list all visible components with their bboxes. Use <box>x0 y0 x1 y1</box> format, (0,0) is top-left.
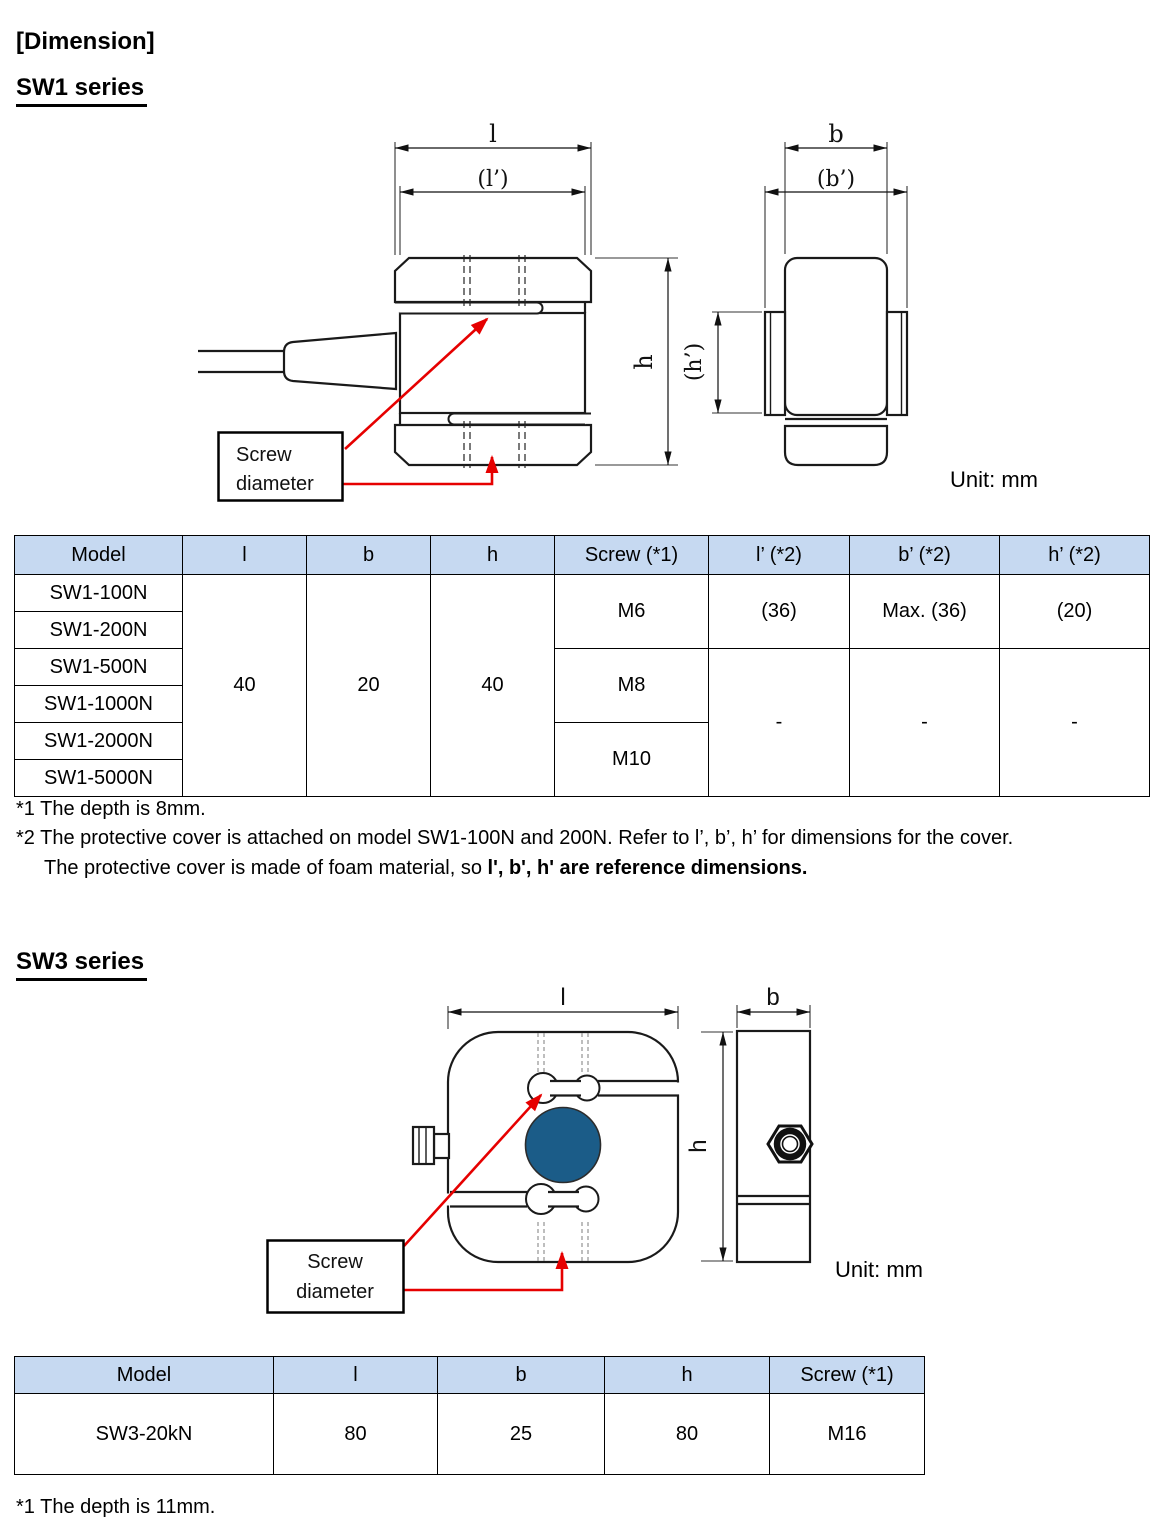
column-header-b: b <box>438 1357 605 1394</box>
dim-label-h: h <box>630 354 658 370</box>
sw3-footnote-1: *1 The depth is 11mm. <box>16 1496 216 1518</box>
screw-diameter-label-line1: Screw <box>236 444 292 466</box>
cell-model: SW1-5000N <box>15 760 183 797</box>
cell-b: 20 <box>307 575 431 797</box>
sw3-front-view <box>413 1032 684 1262</box>
sw1-section-heading: SW1 series <box>16 74 147 107</box>
cell-h: 40 <box>431 575 555 797</box>
column-header-b-prime: b’ (*2) <box>850 536 1000 575</box>
column-header-b: b <box>307 536 431 575</box>
dim-label-b-prime: (b’) <box>816 167 856 192</box>
dim-label-l: l <box>560 984 566 1011</box>
sw1-footnote-1: *1 The depth is 8mm. <box>16 798 206 820</box>
column-header-l-prime: l’ (*2) <box>709 536 850 575</box>
footnote-text: The protective cover is made of foam material, so <box>44 857 488 879</box>
sw1-footnote-2: *2 The protective cover is attached on model SW1-100N and 200N. Refer to l’, b’, h’ for dimensions for the cover. <box>16 827 1014 849</box>
column-header-model: Model <box>15 536 183 575</box>
footnote-bold-text: l', b', h' are reference dimensions. <box>487 857 808 879</box>
cell-model: SW1-2000N <box>15 723 183 760</box>
sw1-dimension-drawing <box>0 115 1155 525</box>
cell-h: 80 <box>605 1394 770 1475</box>
sw1-dimension-table <box>14 535 1150 797</box>
cell-screw-m6: M6 <box>555 575 709 649</box>
screw-diameter-label-line2: diameter <box>296 1281 374 1303</box>
sw3-unit-label: Unit: mm <box>835 1257 923 1282</box>
upper-slot <box>395 303 543 314</box>
cell-h-prime: (20) <box>1000 575 1150 649</box>
dim-label-b: b <box>828 120 844 148</box>
dim-label-h-prime: (h’) <box>682 342 707 382</box>
dim-label-b: b <box>766 984 780 1011</box>
cell-l-prime: (36) <box>709 575 850 649</box>
sw1-unit-label: Unit: mm <box>950 467 1038 492</box>
cell-model: SW1-1000N <box>15 686 183 723</box>
sw3-dimension-table <box>14 1356 925 1475</box>
screw-diameter-label-line2: diameter <box>236 473 314 495</box>
cover-strip-right <box>887 312 907 415</box>
cell-model: SW1-500N <box>15 649 183 686</box>
cell-screw-m10: M10 <box>555 723 709 797</box>
cell-b: 25 <box>438 1394 605 1475</box>
dim-label-h: h <box>685 1139 712 1153</box>
cell-model: SW1-200N <box>15 612 183 649</box>
cell-b-prime: Max. (36) <box>850 575 1000 649</box>
cell-screw: M16 <box>770 1394 925 1475</box>
column-header-model: Model <box>15 1357 274 1394</box>
dim-label-l-prime: (l’) <box>477 167 509 192</box>
hex-nut <box>768 1126 812 1162</box>
cell-model: SW1-100N <box>15 575 183 612</box>
cell-b-prime-dash: - <box>850 649 1000 797</box>
sw1-footnote-2-continued <box>44 857 807 880</box>
cell-screw-m8: M8 <box>555 649 709 723</box>
cell-model: SW3-20kN <box>15 1394 274 1475</box>
cover-strip-left <box>765 312 785 415</box>
center-hub-circle <box>526 1108 601 1183</box>
top-block <box>395 258 591 302</box>
column-header-h-prime: h’ (*2) <box>1000 536 1150 575</box>
table-header-row <box>15 1357 925 1394</box>
column-header-screw: Screw (*1) <box>555 536 709 575</box>
sw1-side-view <box>765 258 907 465</box>
page-title: [Dimension] <box>16 28 155 55</box>
column-header-screw: Screw (*1) <box>770 1357 925 1394</box>
screw-diameter-label-line1: Screw <box>307 1251 363 1273</box>
table-row <box>15 575 1150 612</box>
middle-body <box>400 313 585 413</box>
cable-boot <box>284 333 396 389</box>
cell-l-prime-dash: - <box>709 649 850 797</box>
table-row <box>15 1394 925 1475</box>
dim-label-l: l <box>489 120 497 148</box>
cell-l: 40 <box>183 575 307 797</box>
column-header-l: l <box>183 536 307 575</box>
table-header-row <box>15 536 1150 575</box>
column-header-h: h <box>431 536 555 575</box>
cable-connector <box>413 1127 449 1164</box>
cell-h-prime-dash: - <box>1000 649 1150 797</box>
column-header-l: l <box>274 1357 438 1394</box>
column-header-h: h <box>605 1357 770 1394</box>
sw3-dimension-drawing <box>0 985 1155 1330</box>
sw3-side-view <box>737 1031 812 1262</box>
sw3-section-heading: SW3 series <box>16 948 147 981</box>
cell-l: 80 <box>274 1394 438 1475</box>
